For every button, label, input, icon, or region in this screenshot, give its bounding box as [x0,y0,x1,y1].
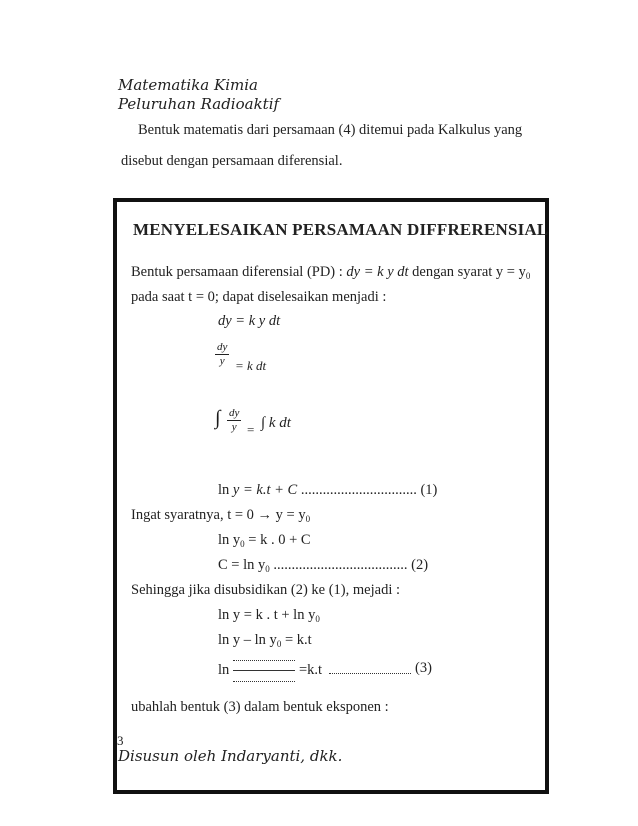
eq8-subscript: 0 [276,639,282,649]
eq7-body: ln y = k . t + ln y [218,607,316,623]
eq7-subscript: 0 [315,614,320,624]
eq4-ln: ln [218,482,233,498]
integral-symbol: ∫ [215,407,221,429]
eq6-lhs: C = ln y [218,557,266,573]
equation-8 [218,632,312,649]
equation-5 [218,532,311,549]
eq8-rhs: = k.t [281,632,312,648]
equation-7 [218,607,320,624]
fraction-dy-over-y [215,341,229,368]
eq6-subscript: 0 [265,564,270,574]
eq5-rhs: = k . 0 + C [244,532,311,548]
equation-6 [218,557,428,574]
integral-fraction [227,407,241,434]
box-title: MENYELESAIKAN PERSAMAAN DIFFRERENSIAL [133,220,549,239]
ingat-subscript: 0 [305,514,311,524]
footer-author: Disusun oleh Indaryanti, dkk. [118,747,343,765]
sehingga-line: Sehingga jika disubsidikan (2) ke (1), mejadi : [131,582,401,598]
eq4-body: y = k.t + C [232,482,298,498]
eq4-label: ................................ (1) [297,482,438,498]
pd-prefix: Bentuk persamaan diferensial (PD) : [131,264,347,280]
equation-2-rhs: = k dt [235,358,267,373]
pd-definition-line [131,264,530,281]
header-title: Matematika Kimia [118,76,258,94]
fraction-numerator: dy [217,341,228,353]
equation-1: dy = k y dt [218,313,281,329]
eq8-lhs: ln y – ln y [218,632,277,648]
eq9-ln: ln [218,662,230,678]
header-subtitle: Peluruhan Radioaktif [118,95,280,113]
equation-3-equals: = [247,422,255,437]
eq6-label: ..................................... (2) [269,557,429,573]
fraction-denominator: y [219,355,225,367]
pd-equation: dy = k y dt [346,264,409,280]
eq9-denominator-dots [233,681,295,682]
eq5-subscript: 0 [240,539,245,549]
intro-line-2: disebut dengan persamaan diferensial. [121,153,343,169]
eq9-rhs: =k.t [299,662,323,678]
integral-numerator: dy [229,407,240,419]
ingat-text: Ingat syaratnya, t = 0 → y = y [131,507,306,523]
eq9-label: (3) [415,660,432,676]
pd-subscript: 0 [525,271,531,281]
intro-line-1: Bentuk matematis dari persamaan (4) ditemui pada Kalkulus yang [138,122,523,138]
pd-condition: dengan syarat y = y [408,264,526,280]
ingat-line [131,507,310,524]
equation-3-rhs: ∫ k dt [261,415,291,431]
pd-solve-line: pada saat t = 0; dapat diselesaikan menjadi : [131,289,387,305]
equation-4 [218,482,437,499]
ubahlah-line: ubahlah bentuk (3) dalam bentuk eksponen : [131,699,389,715]
eq5-lhs: ln y [218,532,241,548]
eq9-numerator-dots [233,660,295,661]
page-number: 3 [117,733,124,748]
eq9-leader-dots [329,673,411,674]
integral-denominator: y [231,421,237,433]
eq9-fraction-bar [233,670,295,671]
solution-box [113,198,549,794]
